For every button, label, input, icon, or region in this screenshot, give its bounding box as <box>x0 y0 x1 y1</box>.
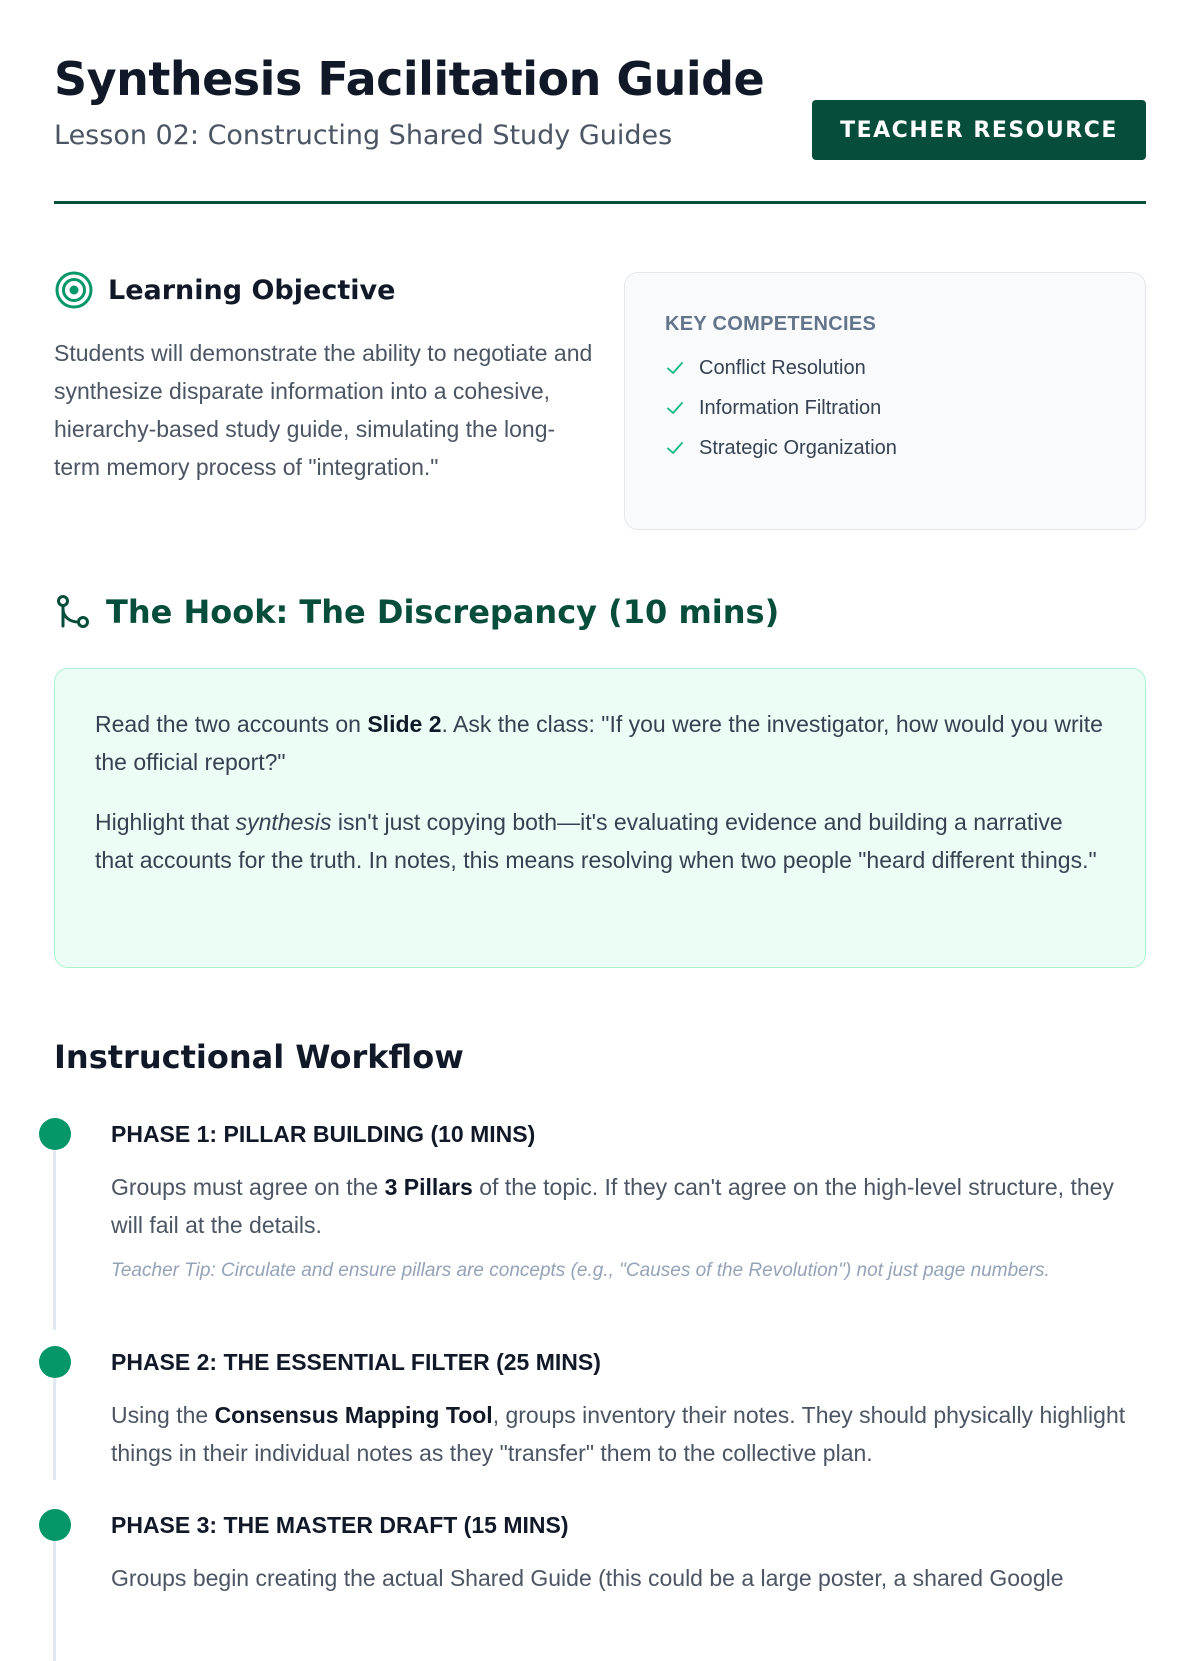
page-subtitle: Lesson 02: Constructing Shared Study Guides <box>54 120 673 151</box>
key-competencies-list <box>665 348 1105 468</box>
competency-item <box>665 388 1105 428</box>
hook-text: Read the two accounts on <box>95 711 368 737</box>
learning-objective-text: Students will demonstrate the ability to negotiate and synthesize disparate information into a cohesive, hierarchy-based study guide, simulating the long-term memory process of "integration." <box>54 340 593 480</box>
target-icon <box>54 270 94 310</box>
timeline-rail <box>53 1378 56 1480</box>
phase-title: PHASE 1: PILLAR BUILDING (10 MINS) <box>111 1121 536 1147</box>
hook-paragraph <box>95 803 1105 879</box>
hook-text: isn't just copying both—it's evaluating evidence and building a narrative that accounts for the truth. In notes, this means resolving when two people "heard different things." <box>95 809 1097 873</box>
workflow-timeline <box>54 1118 1146 1629</box>
check-icon <box>665 438 685 458</box>
timeline-rail <box>53 1150 56 1330</box>
competency-label: Information Filtration <box>699 396 882 419</box>
workflow-heading: Instructional Workflow <box>54 1038 464 1076</box>
phase-item <box>54 1346 1146 1509</box>
timeline-dot <box>39 1509 71 1541</box>
phase-title: PHASE 3: THE MASTER DRAFT (15 MINS) <box>111 1512 569 1538</box>
teacher-tip: Teacher Tip: Circulate and ensure pillars are concepts (e.g., "Causes of the Revolution") not just page numbers. <box>111 1260 1050 1281</box>
learning-objective-title: Learning Objective <box>108 274 396 306</box>
hook-section <box>54 590 1146 968</box>
synthesis-term: synthesis <box>235 809 332 835</box>
competency-label: Strategic Organization <box>699 436 897 459</box>
timeline-dot <box>39 1346 71 1378</box>
learning-objective-heading <box>54 270 594 310</box>
slide-reference: Slide 2 <box>367 711 442 737</box>
phase-title: PHASE 2: THE ESSENTIAL FILTER (25 MINS) <box>111 1349 601 1375</box>
phase-text: Using the <box>111 1402 215 1428</box>
hook-paragraph <box>95 705 1105 781</box>
timeline-dot <box>39 1118 71 1150</box>
check-icon <box>665 398 685 418</box>
check-icon <box>665 358 685 378</box>
hook-text: . Ask the class: "If you were the investigator, how would you write the official report?" <box>95 711 1103 775</box>
key-competencies-card <box>624 272 1146 530</box>
workflow-section <box>54 1038 1146 1629</box>
phase-description <box>111 1168 1146 1244</box>
document-header <box>54 0 1146 204</box>
learning-objective <box>54 270 594 486</box>
competency-item <box>665 428 1105 468</box>
objective-section <box>54 204 1146 534</box>
phase-text: Groups must agree on the <box>111 1174 385 1200</box>
phase-emphasis: 3 Pillars <box>384 1174 473 1200</box>
teacher-resource-badge: TEACHER RESOURCE <box>812 100 1146 160</box>
competency-label: Conflict Resolution <box>699 356 866 379</box>
phase-description: Groups begin creating the actual Shared Guide (this could be a large poster, a shared Google <box>111 1565 1064 1591</box>
hook-callout <box>54 668 1146 968</box>
phase-text: of the topic. If they can't agree on the high-level structure, they will fail at the details. <box>111 1174 1114 1238</box>
page-title: Synthesis Facilitation Guide <box>54 52 765 106</box>
phase-item <box>54 1118 1146 1346</box>
branch-icon <box>54 593 92 631</box>
phase-emphasis: Consensus Mapping Tool <box>214 1402 493 1428</box>
phase-item <box>54 1509 1146 1629</box>
timeline-rail <box>53 1541 56 1661</box>
hook-heading <box>54 590 1146 634</box>
key-competencies-title: KEY COMPETENCIES <box>665 313 877 335</box>
phase-text: , groups inventory their notes. They should physically highlight things in their individual notes as they "transfer" them to the collective plan. <box>111 1402 1126 1466</box>
hook-text: Highlight that <box>95 809 236 835</box>
hook-title: The Hook: The Discrepancy (10 mins) <box>106 593 780 631</box>
competency-item <box>665 348 1105 388</box>
phase-description <box>111 1396 1146 1472</box>
